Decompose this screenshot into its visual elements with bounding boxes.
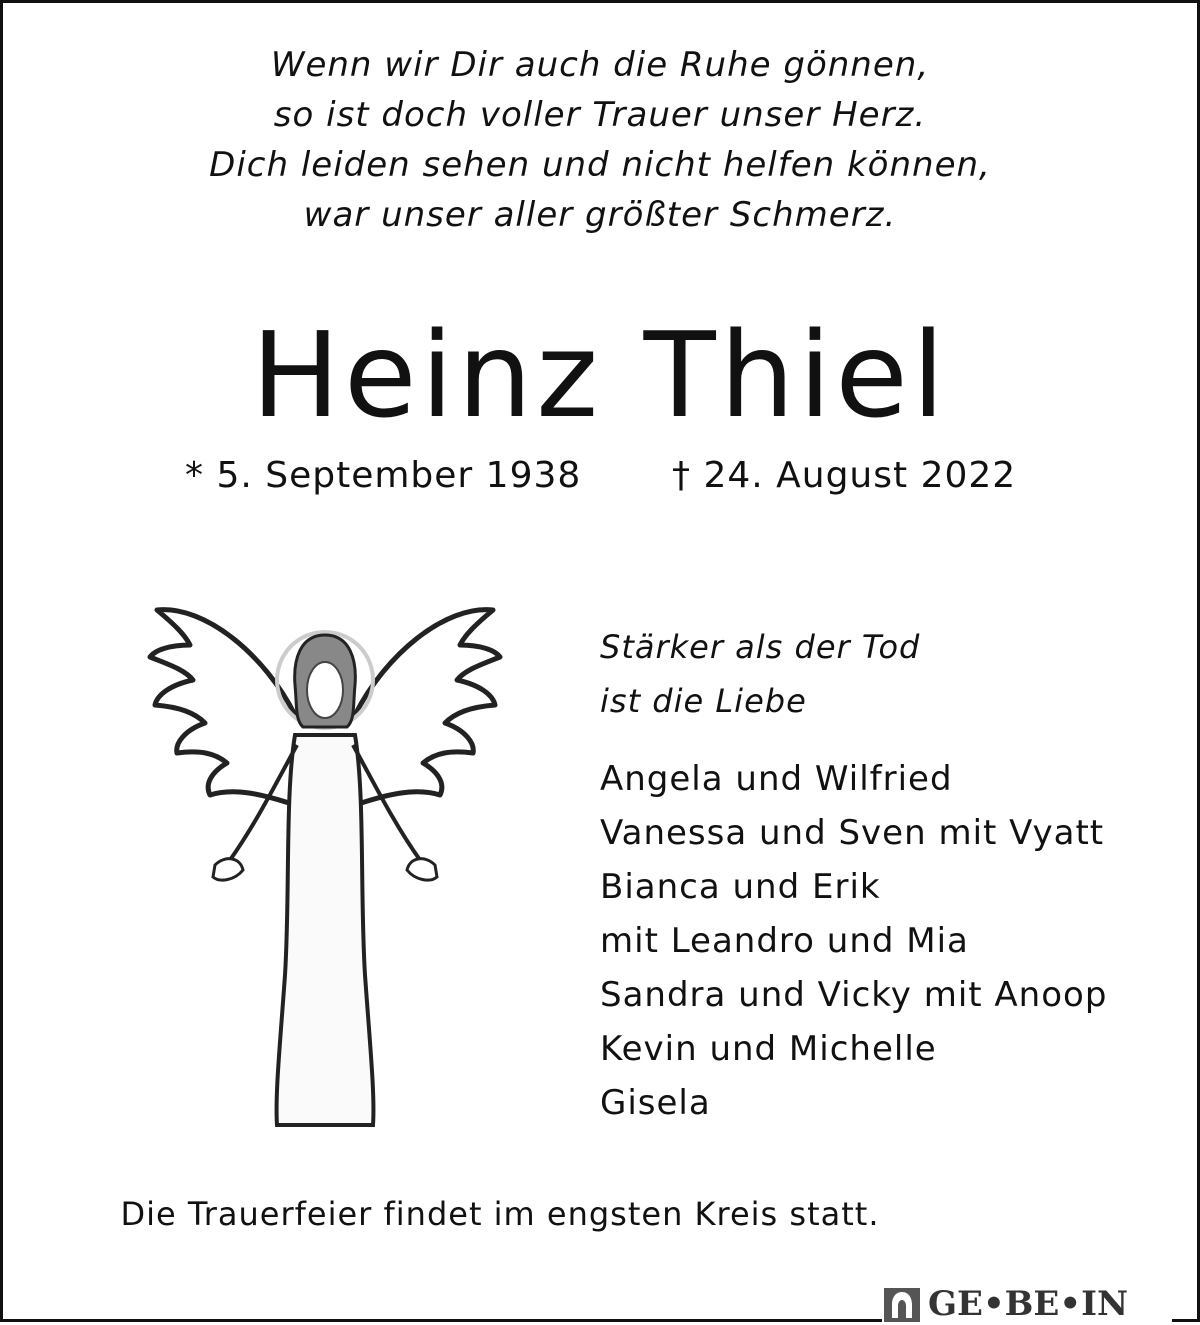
family-name: Kevin und Michelle [600, 1029, 937, 1069]
poem-line-2: so ist doch voller Trauer unser Herz. [273, 95, 927, 135]
family-list [600, 752, 1107, 1130]
motto-line-2: ist die Liebe [600, 682, 807, 720]
deceased-name: Heinz Thiel [251, 306, 949, 444]
family-name: mit Leandro und Mia [600, 921, 969, 961]
family-name: Vanessa und Sven mit Vyatt [600, 813, 1105, 853]
death-date: † 24. August 2022 [672, 455, 1017, 496]
poem-line-4: war unser aller größter Schmerz. [303, 195, 897, 235]
family-name: Bianca und Erik [600, 867, 881, 907]
motto [600, 620, 920, 728]
building-icon [882, 1284, 922, 1324]
poem-line-3: Dich leiden sehen und nicht helfen können, [209, 145, 991, 185]
family-name: Gisela [600, 1083, 711, 1123]
poem [0, 40, 1200, 240]
angel-illustration [145, 595, 505, 1140]
birth-date: * 5. September 1938 [185, 455, 582, 496]
motto-line-1: Stärker als der Tod [600, 628, 921, 666]
logo-text: GE•BE•IN [928, 1283, 1129, 1324]
family-name: Angela und Wilfried [600, 759, 953, 799]
poem-line-1: Wenn wir Dir auch die Ruhe gönnen, [270, 45, 930, 85]
publisher-logo [882, 1282, 1172, 1325]
funeral-note: Die Trauerfeier findet im engsten Kreis statt. [120, 1195, 880, 1233]
family-name: Sandra und Vicky mit Anoop [600, 975, 1108, 1015]
